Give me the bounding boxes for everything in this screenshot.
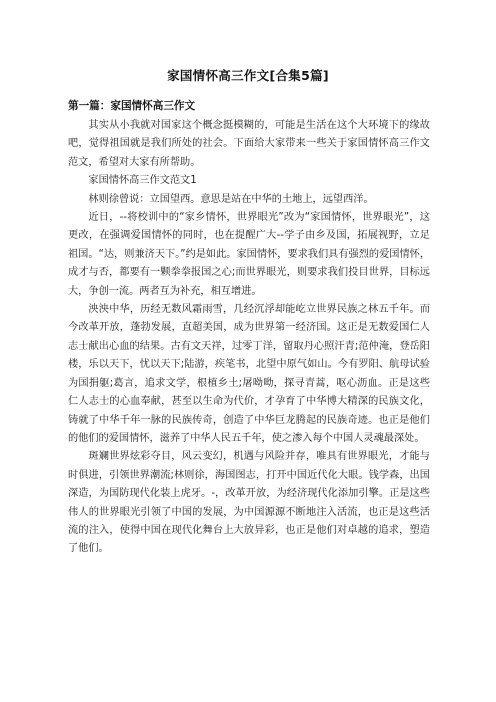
paragraph-quote: 林则徐曾说：立国望西。意思是站在中华的土地上，远望西洋。 (88, 193, 374, 205)
paragraph-world-vision: 斑斓世界炫彩夺目，风云变幻，机遇与风险并存，唯具有世界眼光，才能与时俱进，引领世界潮流;林则徐，海国图志，打开中国近代化大眼。钱学森，出国深造，为国防现代化装上虎牙。-，改革开放，为经济现代化添加引擎。正是这些伟人的世界眼光引领了中国的发展，为中国源源不断地注入活流，也正是这些活流的注入，使得中国在现代化舞台上大放异彩，也正是他们对卓越的追求，塑造了他们。 (68, 451, 430, 555)
paragraph-motto: 近日，--将校训中的“家乡情怀，世界眼光”改为“家国情怀，世界眼光”，这更改，在强调爱国情怀的同时，也在提醒广大--学子由乡及国，拓展视野，立足祖国。“达，则兼济天下。”约是如此。家国情怀，要求我们具有强烈的爱国情怀，成才与否，都要有一颗拳拳报国之心;而世界眼光，则要求我们投目世界，目标远大，争创一流。两者互为补充，相互增进。 (68, 212, 431, 297)
paragraph-history: 泱泱中华，历经无数风霜雨雪，几经沉浮却能屹立世界民族之林五千年。而今改革开放，蓬勃发展，直超美国，成为世界第一经济国。这正是无数爱国仁人志士献出心血的结果。古有文天祥，过零丁洋，留取丹心照汗青;范仲淹，登岳阳楼，乐以天下，忧以天下;陆游，疾笔书，北望中原气如山。今有罗阳、航母试验为国捐躯;葛言，追求文学，根植乡土;屠呦呦，探寻青蒿，呕心沥血。正是这些仁人志士的心血奉献，甚至以生命为代价，才孕育了中华博大精深的民族文化，铸就了中华千年一脉的民族传奇，创造了中华巨龙腾起的民族奇迹。也正是他们的他们的爱国情怀，滋养了中华人民五千年，使之渗入每个中国人灵魂最深处。 (68, 304, 430, 444)
document-body (68, 117, 430, 559)
sample-essay-heading: 家国情怀高三作文范文1 (88, 175, 197, 187)
paragraph-intro: 其实从小我就对国家这个概念挺模糊的，可能是生活在这个大环境下的缘故吧，觉得祖国就是我们所处的社会。下面给大家带来一些关于家国情怀高三作文范文，希望对大家有所帮助。 (68, 120, 430, 168)
section-heading: 第一篇：家国情怀高三作文 (68, 100, 196, 112)
document-title: 家国情怀高三作文[合集5篇] (167, 68, 329, 83)
